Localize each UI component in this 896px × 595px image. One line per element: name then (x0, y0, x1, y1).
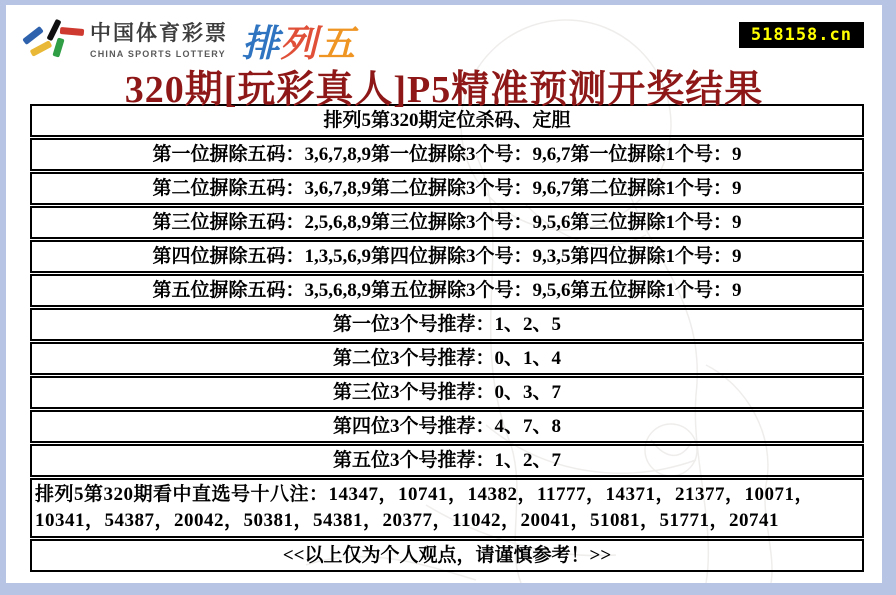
table-row: 第二位摒除五码：3,6,7,8,9第二位摒除3个号：9,6,7第二位摒除1个号：9 (30, 172, 864, 205)
table-row: 第一位摒除五码：3,6,7,8,9第一位摒除3个号：9,6,7第一位摒除1个号：9 (30, 138, 864, 171)
sports-lottery-icon (20, 11, 84, 63)
logo-product-char3: 五 (318, 23, 356, 64)
prediction-table (30, 104, 864, 572)
table-row: 第二位3个号推荐：0、1、4 (30, 342, 864, 375)
logo-bar-blue (22, 26, 44, 45)
table-row: 第五位摒除五码：3,5,6,8,9第五位摒除3个号：9,5,6第五位摒除1个号：9 (30, 274, 864, 307)
table-summary-row: 排列5第320期看中直选号十八注：14347，10741，14382，11777，14371，21377，10071，10341，54387，20042，50381，54381，20377，11042，20041，51081，51771，20741 (30, 478, 864, 538)
table-row: 第五位3个号推荐：1、2、7 (30, 444, 864, 477)
page-title: 320期[玩彩真人]P5精准预测开奖结果 (124, 69, 764, 111)
logo-names (90, 17, 240, 59)
table-row: 第三位3个号推荐：0、3、7 (30, 376, 864, 409)
logo-bar-yellow (30, 40, 53, 57)
logo-product-char1: 排 (242, 23, 280, 64)
page-content (6, 5, 882, 583)
table-disclaimer-row: <<以上仅为个人观点，请谨慎参考！>> (30, 539, 864, 572)
table-row: 第四位3个号推荐：4、7、8 (30, 410, 864, 443)
logo-en-name: CHINA SPORTS LOTTERY (90, 49, 226, 59)
site-domain-badge[interactable]: 518158.cn (739, 22, 864, 48)
table-header-row: 排列5第320期定位杀码、定胆 (30, 104, 864, 137)
logo-cn-name: 中国体育彩票 (90, 22, 228, 45)
logo-product-char2: 列 (280, 23, 318, 64)
table-row: 第一位3个号推荐：1、2、5 (30, 308, 864, 341)
logo-bar-red (60, 27, 85, 36)
logo-bar-green (52, 37, 64, 57)
table-row: 第三位摒除五码：2,5,6,8,9第三位摒除3个号：9,5,6第三位摒除1个号：9 (30, 206, 864, 239)
table-row: 第四位摒除五码：1,3,5,6,9第四位摒除3个号：9,3,5第四位摒除1个号：9 (30, 240, 864, 273)
